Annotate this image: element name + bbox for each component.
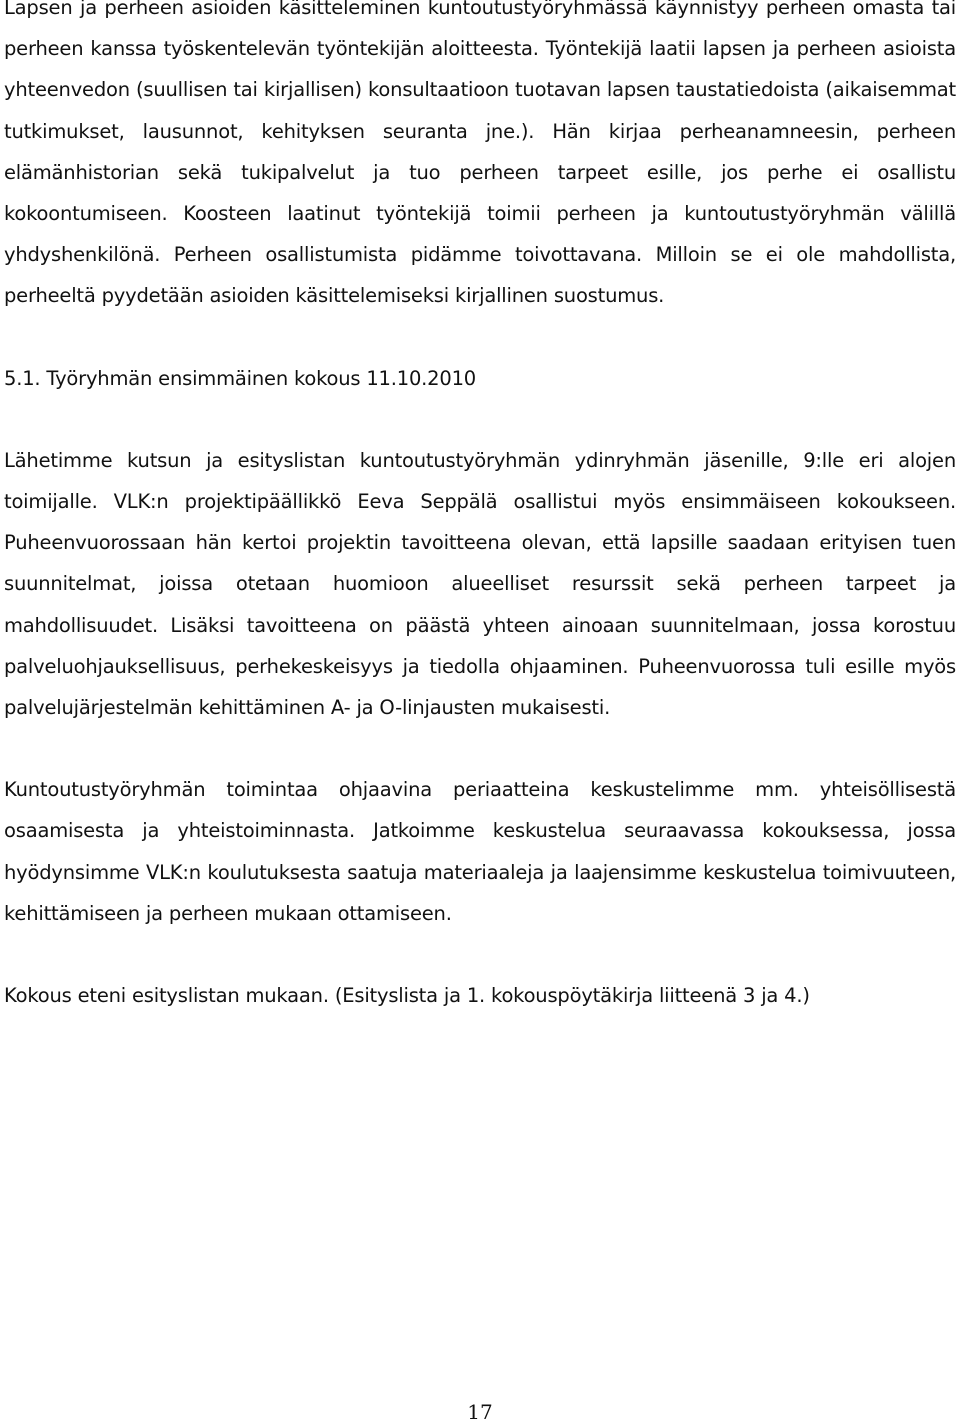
paragraph-family-case-handling: Lapsen ja perheen asioiden käsitteleminen kuntoutustyöryhmässä käynnistyy perheen omasta tai perheen kanssa työskentelevän työntekijän aloitteesta. Työntekijä laatii lapsen ja perheen asioista yhteenvedon (suullisen tai kirjallisen) konsultaatioon tuotavan lapsen taustatiedoista (aikaisemmat tutkimukset, lausunnot, kehityksen seuranta jne.). Hän kirjaa perheanamneesin, perheen elämänhistorian sekä tukipalvelut ja tuo perheen tarpeet esille, jos perhe ei osallistu kokoontumiseen. Koosteen laatinut työntekijä toimii perheen ja kuntoutustyöryhmän välillä yhdyshenkilönä. Perheen osallistumista pidämme toivottavana. Milloin se ei ole mahdollista, perheeltä pyydetään asioiden käsittelemiseksi kirjallinen suostumus.: [4, 0, 956, 308]
document-page: [4, 0, 956, 1016]
paragraph-first-meeting: Lähetimme kutsun ja esityslistan kuntoutustyöryhmän ydinryhmän jäsenille, 9:lle eri alojen toimijalle. VLK:n projektipäällikkö Eeva Seppälä osallistui myös ensimmäiseen kokoukseen. Puheenvuorossaan hän kertoi projektin tavoitteena olevan, että lapsille saadaan erityisen tuen suunnitelmat, joissa otetaan huomioon alueelliset resurssit sekä perheen tarpeet ja mahdollisuudet. Lisäksi tavoitteena on päästä yhteen ainoaan suunnitelmaan, jossa korostuu palveluohjauksellisuus, perhekeskeisyys ja tiedolla ohjaaminen. Puheenvuorossa tuli esille myös palvelujärjestelmän kehittäminen A- ja O-linjausten mukaisesti.: [4, 448, 956, 720]
paragraph-spacer: [4, 399, 956, 440]
paragraph-agenda-note: Kokous eteni esityslistan mukaan. (Esityslista ja 1. kokouspöytäkirja liitteenä 3 ja 4.): [4, 984, 810, 1008]
paragraph-spacer: [4, 934, 956, 975]
paragraph-spacer: [4, 728, 956, 769]
paragraph-guiding-principles: Kuntoutustyöryhmän toimintaa ohjaavina periaatteina keskustelimme mm. yhteisöllisestä osaamisesta ja yhteistoiminnasta. Jatkoimme keskustelua seuraavassa kokouksessa, jossa hyödynsimme VLK:n koulutuksesta saatuja materiaaleja ja laajensimme keskustelua toimivuuteen, kehittämiseen ja perheen mukaan ottamiseen.: [4, 778, 956, 925]
page-number: 17: [467, 1400, 493, 1424]
paragraph-spacer: [4, 317, 956, 358]
section-heading: 5.1. Työryhmän ensimmäinen kokous 11.10.2010: [4, 366, 476, 390]
